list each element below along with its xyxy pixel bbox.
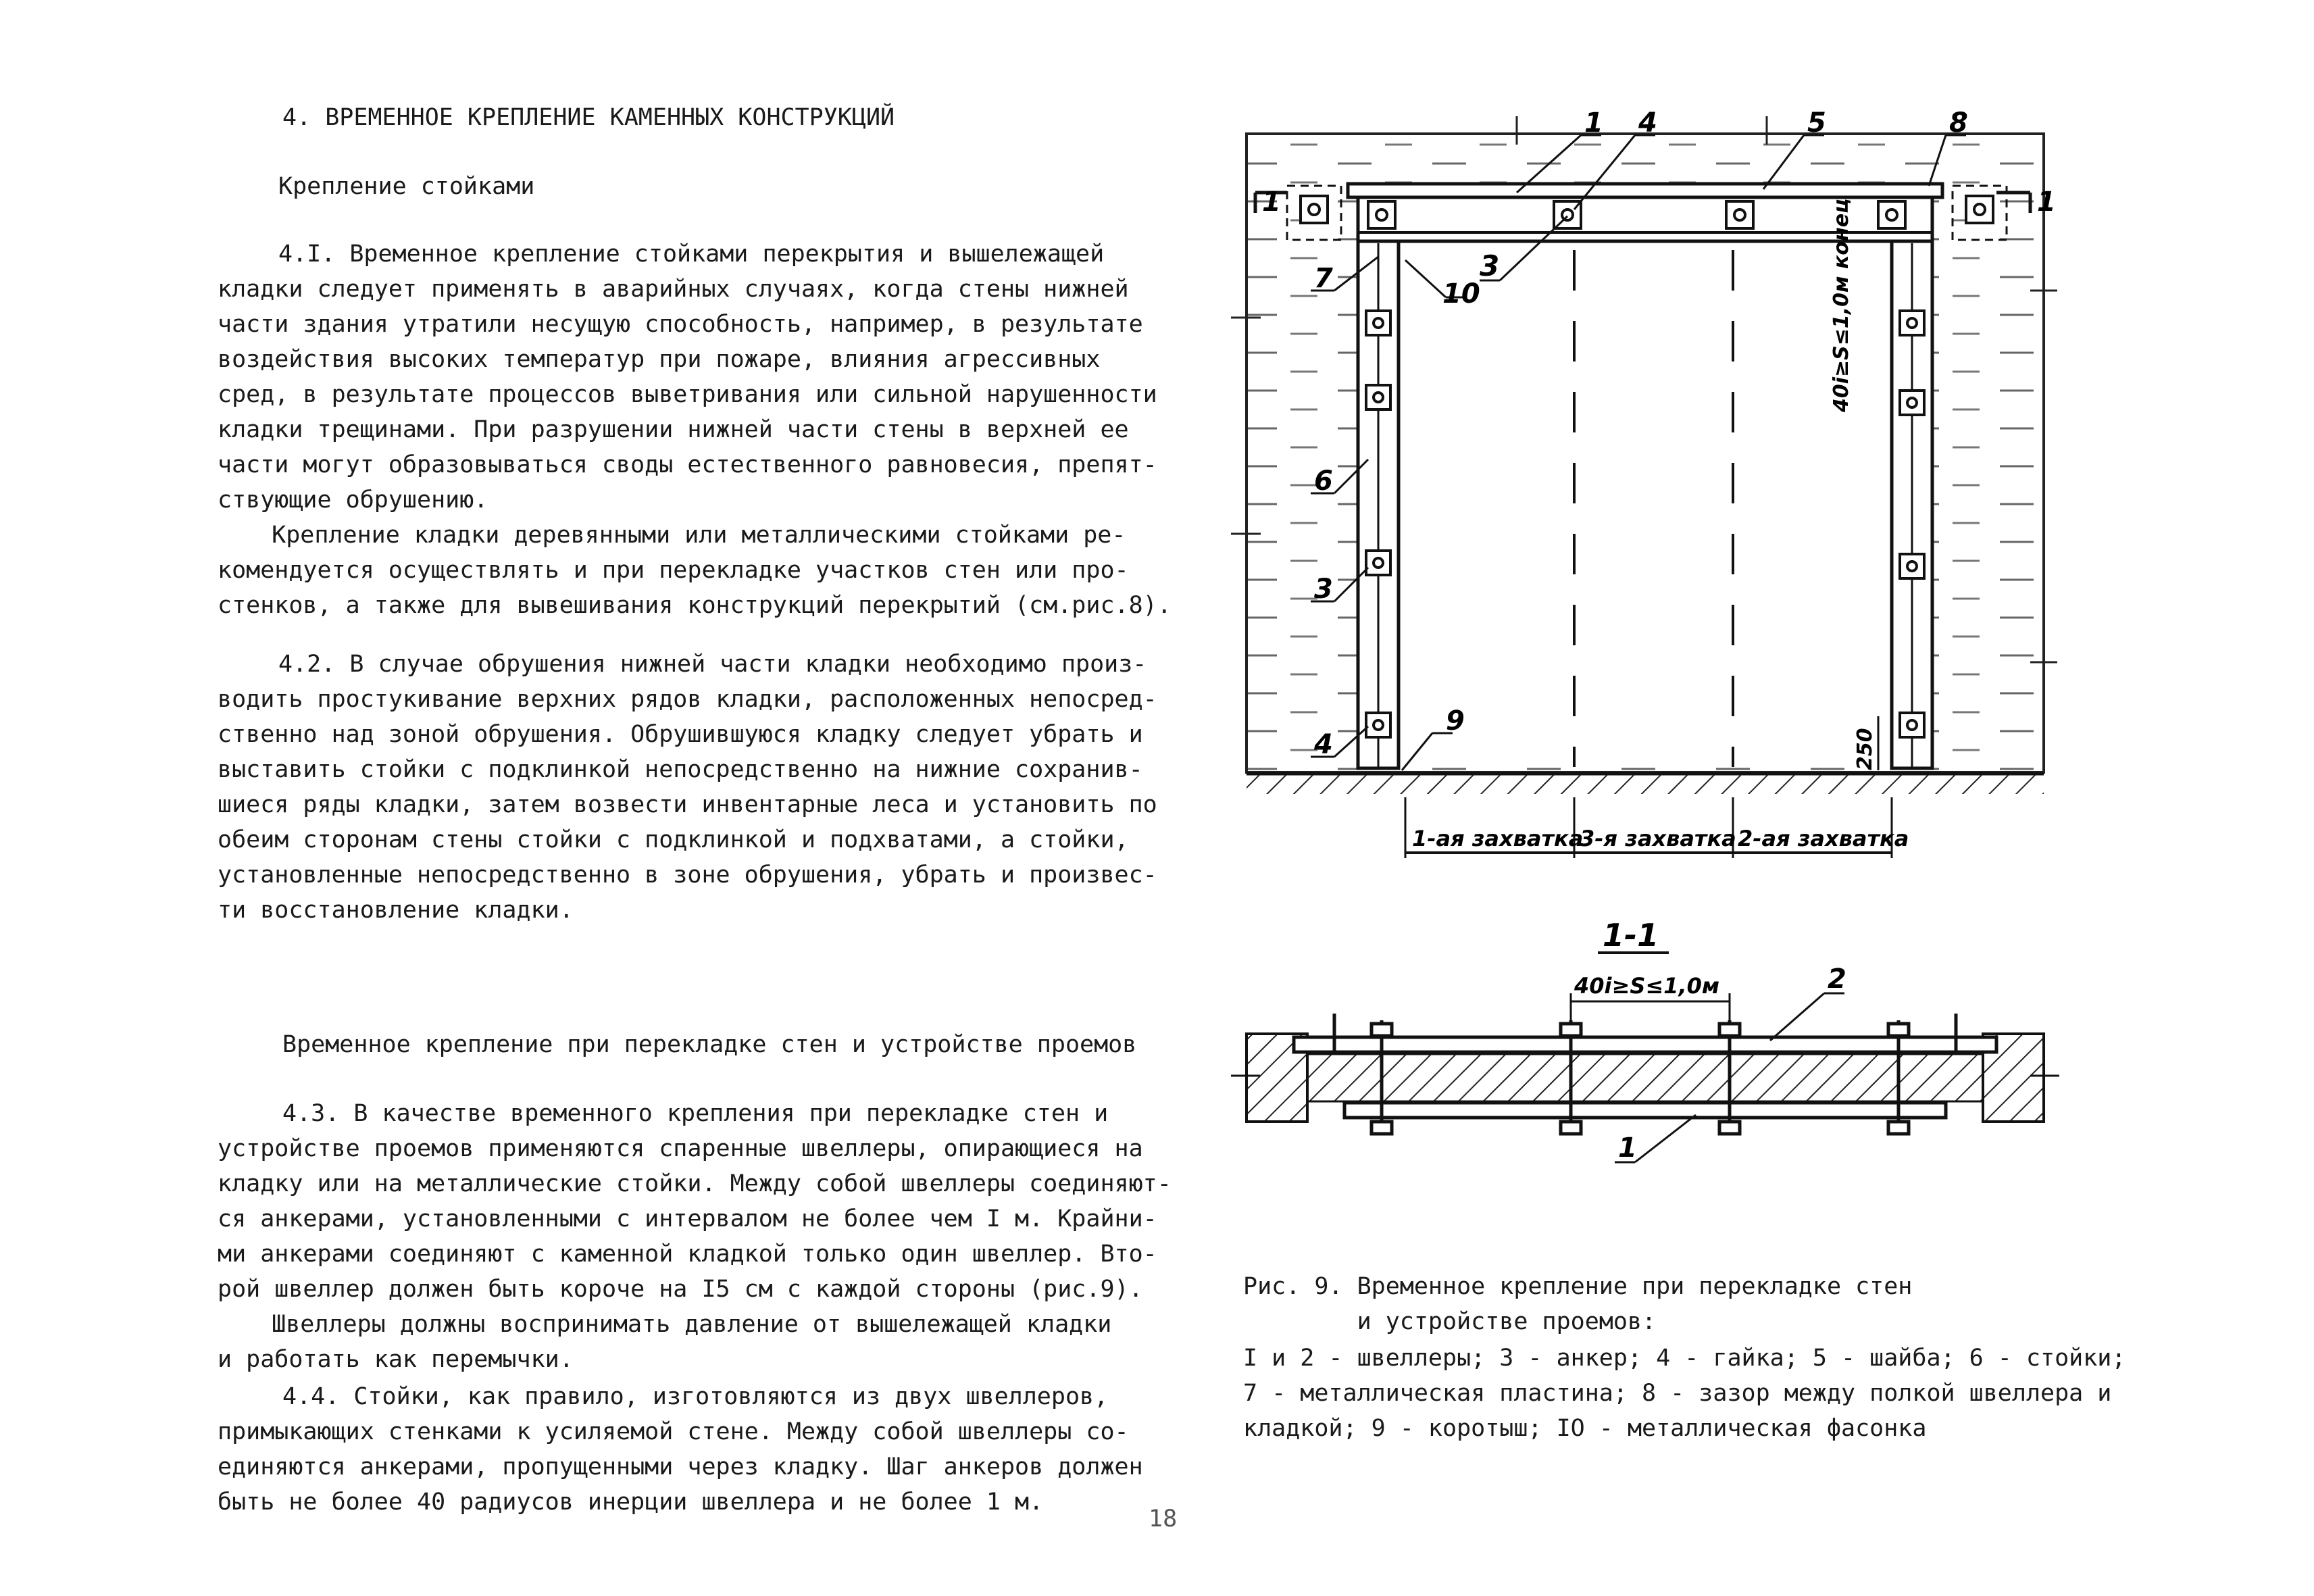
text-line: стенков, а также для вывешивания конструкций перекрытий (см.рис.8).: [218, 592, 1172, 619]
caption-line: кладкой; 9 - коротыш; IO - металлическая фасонка: [1243, 1415, 1927, 1442]
section-mark-right: 1: [2037, 186, 2056, 218]
section-mark-left: 1: [1262, 186, 1281, 218]
caption-line: Рис. 9. Временное крепление при перекладке стен: [1243, 1273, 1913, 1300]
callout-7: 7: [1314, 263, 1333, 294]
callout-10: 10: [1442, 278, 1480, 309]
text-line: водить простукивание верхних рядов кладки, расположенных непосред-: [218, 686, 1157, 713]
text-line: ти восстановление кладки.: [218, 897, 574, 924]
callout-1: 1: [1584, 107, 1603, 139]
dim-anchor-spacing: 40i≥S≤1,0м конец: [1830, 198, 1853, 412]
page-number: 18: [1149, 1505, 1178, 1532]
text-line: части здания утратили несущую способность, например, в результате: [218, 311, 1143, 338]
text-line: 4.2. В случае обрушения нижней части кладки необходимо произ-: [278, 651, 1147, 678]
channel-2-section: [1294, 1037, 1996, 1052]
callout-9: 9: [1446, 705, 1465, 737]
text-line: выставить стойки с подклинкой непосредственно на нижние сохранив-: [218, 756, 1143, 783]
callout-6: 6: [1314, 466, 1333, 497]
text-line: комендуется осуществлять и при перекладке участков стен или про-: [218, 557, 1129, 584]
channel-1-section: [1344, 1103, 1946, 1118]
caption-line: 7 - металлическая пластина; 8 - зазор между полкой швеллера и: [1243, 1380, 2112, 1407]
text-line: устройстве проемов применяются спаренные швеллеры, опирающиеся на: [218, 1135, 1143, 1162]
zone-label-1: 1-ая захватка: [1412, 826, 1584, 851]
text-line: части могут образовываться своды естественного равновесия, препят-: [218, 451, 1157, 478]
wall-opening: [1378, 240, 1895, 767]
text-line: 4.I. Временное крепление стойками перекрытия и вышележащей: [278, 241, 1105, 268]
section-callout-2: 2: [1828, 964, 1846, 995]
section-title: 4. ВРЕМЕННОЕ КРЕПЛЕНИЕ КАМЕННЫХ КОНСТРУКЦИЙ: [282, 104, 895, 131]
text-line: Швеллеры должны воспринимать давление от вышележащей кладки: [243, 1311, 1112, 1338]
dim-250: 250: [1853, 728, 1877, 770]
caption-line: и устройстве проемов:: [1243, 1308, 1657, 1335]
callout-8: 8: [1949, 107, 1968, 139]
callout-4: 4: [1638, 107, 1657, 139]
text-line: ствующие обрушению.: [218, 487, 488, 514]
text-line: и работать как перемычки.: [218, 1346, 574, 1373]
zone-label-2: 2-ая захватка: [1738, 826, 1909, 851]
text-line: сред, в результате процессов выветривания или сильной нарушенности: [218, 381, 1157, 408]
figure-9-section: [1230, 912, 2067, 1182]
text-line: установленные непосредственно в зоне обрушения, убрать и произвес-: [218, 862, 1157, 889]
zone-label-3: 3-я захватка: [1580, 826, 1736, 851]
text-line: единяются анкерами, пропущенными через кладку. Шаг анкеров должен: [218, 1453, 1143, 1480]
figure-9-elevation: [1209, 101, 2088, 878]
text-line: рой швеллер должен быть короче на I5 см с каждой стороны (рис.9).: [218, 1276, 1143, 1303]
text-line: ся анкерами, установленными с интервалом не более чем I м. Крайни-: [218, 1205, 1157, 1232]
section-dim-label: 40i≥S≤1,0м: [1574, 973, 1720, 999]
text-line: Крепление кладки деревянными или металлическими стойками ре-: [243, 522, 1126, 549]
text-line: 4.4. Стойки, как правило, изготовляются из двух швеллеров,: [282, 1383, 1109, 1410]
subtitle-struts: Крепление стойками: [278, 173, 535, 200]
text-line: ми анкерами соединяют с каменной кладкой только один швеллер. Вто-: [218, 1241, 1157, 1268]
text-line: обеим сторонам стены стойки с подклинкой и подхватами, а стойки,: [218, 826, 1129, 853]
subtitle-relaying: Временное крепление при перекладке стен и устройстве проемов: [282, 1031, 1137, 1058]
wall-mid-section: [1307, 1054, 1983, 1101]
text-line: воздействия высоких температур при пожаре, влияния агрессивных: [218, 346, 1101, 373]
text-line: кладки следует применять в аварийных случаях, когда стены нижней: [218, 276, 1129, 303]
text-line: примыкающих стенками к усиляемой стене. Между собой швеллеры со-: [218, 1418, 1129, 1445]
callout-3-left: 3: [1314, 574, 1333, 605]
callout-4-left: 4: [1314, 729, 1333, 760]
callout-5: 5: [1807, 107, 1826, 139]
section-callout-1: 1: [1618, 1132, 1637, 1164]
text-line: кладки трещинами. При разрушении нижней части стены в верхней ее: [218, 416, 1129, 443]
caption-line: I и 2 - швеллеры; 3 - анкер; 4 - гайка; 5 - шайба; 6 - стойки;: [1243, 1345, 2126, 1372]
section-title: 1-1: [1603, 917, 1659, 953]
text-line: кладку или на металлические стойки. Между собой швеллеры соединяют-: [218, 1170, 1172, 1197]
text-line: ственно над зоной обрушения. Обрушившуюся кладку следует убрать и: [218, 721, 1143, 748]
top-channel-1: [1348, 184, 1942, 197]
callout-3-top: 3: [1480, 249, 1500, 282]
text-line: 4.3. В качестве временного крепления при перекладке стен и: [282, 1100, 1109, 1127]
ground-hatch: [1247, 775, 2044, 794]
text-line: шиеся ряды кладки, затем возвести инвентарные леса и установить по: [218, 791, 1157, 818]
text-line: быть не более 40 радиусов инерции швеллера и не более 1 м.: [218, 1489, 1044, 1516]
